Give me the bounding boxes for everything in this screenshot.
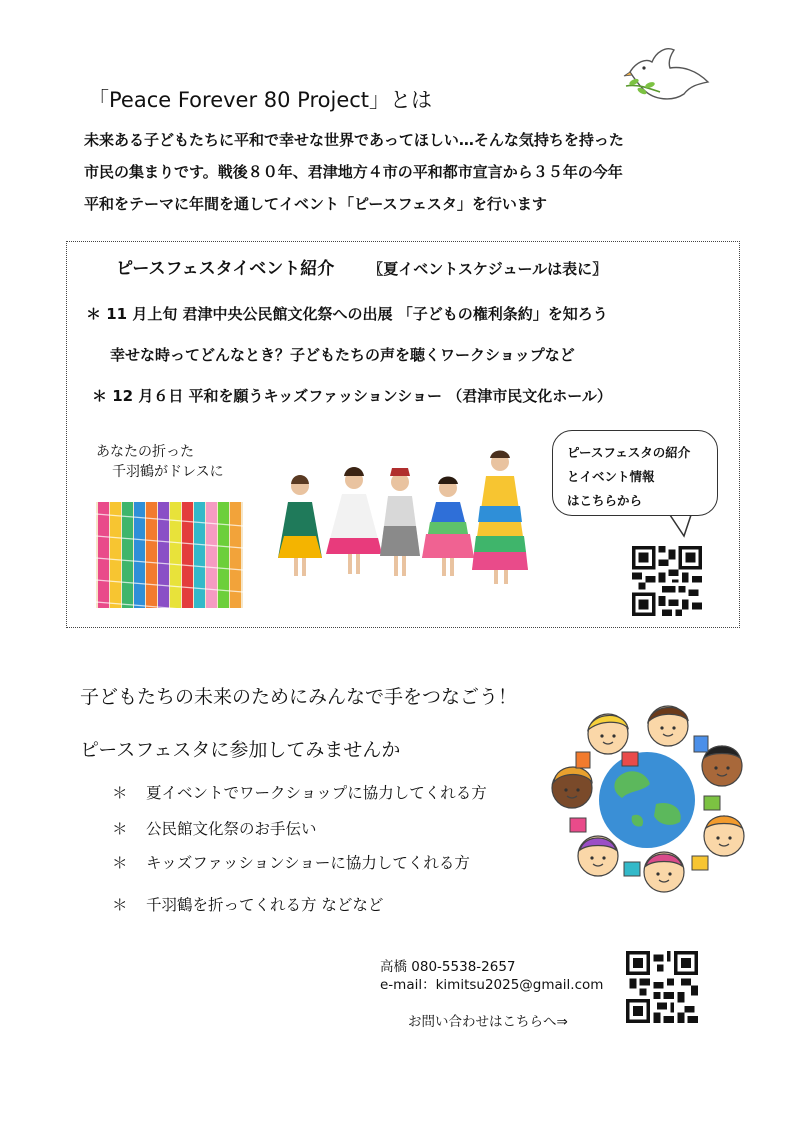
intro-line: 平和をテーマに年間を通してイベント「ピースフェスタ」を行います <box>84 195 547 213</box>
intro-line: 未来ある子どもたちに平和で幸せな世界であってほしい…そんな気持ちを持った <box>84 131 624 149</box>
page-title: 「Peace Forever 80 Project」とは <box>88 88 433 112</box>
bullet-icon: ＊ <box>112 854 128 872</box>
volunteer-item-label: キッズファッションショーに協力してくれる方 <box>146 854 470 872</box>
volunteer-item <box>112 851 470 873</box>
bullet-icon: ＊ <box>112 820 128 838</box>
volunteer-item-label: 夏イベントでワークショップに協力してくれる方 <box>146 784 487 802</box>
intro-text <box>84 124 624 220</box>
intro-line: 市民の集まりです。戦後８０年、君津地方４市の平和都市宣言から３５年の今年 <box>84 163 623 181</box>
contact-email[interactable]: e-mail：kimitsu2025@gmail.com <box>380 977 604 993</box>
volunteer-item <box>112 893 383 915</box>
bullet-icon: ＊ <box>112 784 128 802</box>
paper-cranes-photo <box>96 502 243 608</box>
contact-phone: 高橋 080-5538-2657 <box>380 959 516 975</box>
dove-icon <box>622 42 714 114</box>
globe-children-illustration <box>546 700 748 896</box>
caption-line: あなたの折った <box>96 444 194 460</box>
bullet-icon: ＊ <box>112 896 128 914</box>
cta-subheadline: ピースフェスタに参加してみませんか <box>80 739 401 761</box>
inquiry-text: お問い合わせはこちらへ⇒ <box>408 1014 568 1030</box>
bubble-line: ピースフェスタの紹介 <box>567 445 691 460</box>
bubble-line: とイベント情報 <box>567 469 655 484</box>
event-item-december: ＊ 12 月６日 平和を願うキッズファッションショー （君津市民文化ホール） <box>92 387 612 405</box>
volunteer-item <box>112 781 487 803</box>
event-heading <box>116 254 607 279</box>
event-heading-title: ピースフェスタイベント紹介 <box>116 259 335 279</box>
bubble-line: はこちらから <box>567 493 643 508</box>
event-heading-note: 〖夏イベントスケジュールは表に〗 <box>368 260 608 278</box>
event-item-november: ＊ 11 月上旬 君津中央公民館文化祭への出展 「子どもの権利条約」を知ろう <box>86 305 608 323</box>
volunteer-item-label: 千羽鶴を折ってくれる方 などなど <box>146 896 384 914</box>
cta-headline: 子どもたちの未来のためにみんなで手をつなごう！ <box>80 686 518 708</box>
event-item-november-detail: 幸せな時ってどんなとき？子どもたちの声を聴くワークショップなど <box>110 346 575 364</box>
volunteer-item <box>112 817 317 839</box>
caption-line: 千羽鶴がドレスに <box>112 464 224 480</box>
kids-fashion-show-photo <box>270 446 532 586</box>
qr-code-event-info[interactable] <box>630 546 704 616</box>
qr-code-contact[interactable] <box>626 950 698 1024</box>
volunteer-item-label: 公民館文化祭のお手伝い <box>146 820 317 838</box>
cranes-caption <box>96 442 224 482</box>
info-speech-bubble <box>552 430 718 516</box>
